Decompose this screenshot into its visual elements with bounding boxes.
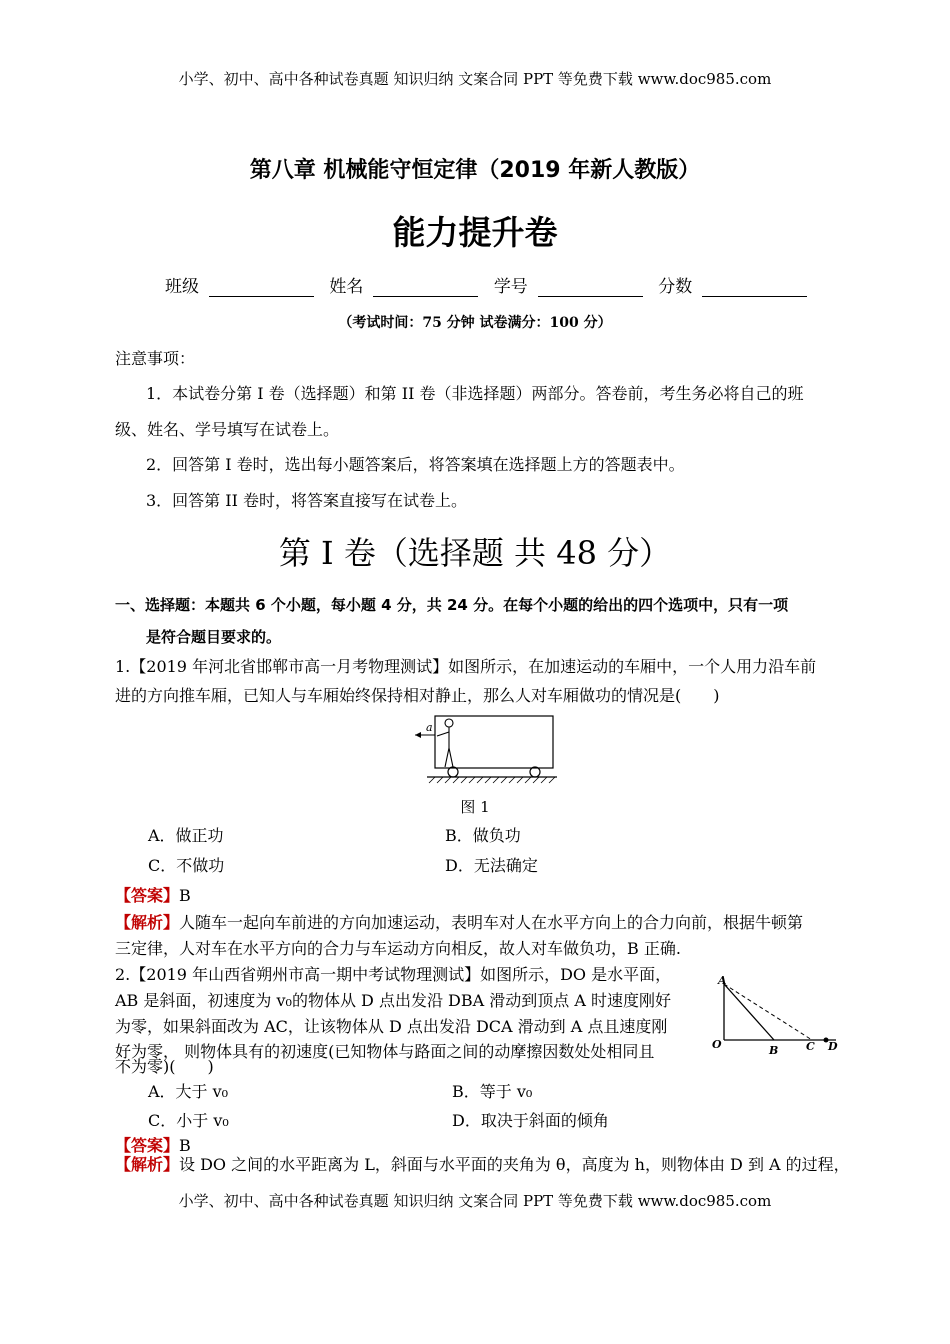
score-blank (702, 280, 807, 297)
name-label: 姓名 (329, 277, 364, 297)
q1-option-b: B．做负功 (445, 826, 521, 845)
page-header: 小学、初中、高中各种试卷真题 知识归纳 文案合同 PPT 等免费下载 www.doc985.com (178, 70, 772, 88)
label-d: D (828, 1040, 838, 1053)
arrow-head-icon (415, 732, 421, 738)
q2-option-c: C．小于 v₀ (148, 1111, 229, 1130)
notice-item-1-line-2: 级、姓名、学号填写在试卷上。 (115, 420, 340, 439)
q2-answer-tag: 【答案】 (115, 1136, 180, 1155)
part-intro-line-1: 一、选择题：本题共 6 个小题，每小题 4 分，共 24 分。在每个小题的给出的四个选项中，只有一项 (115, 596, 789, 614)
student-info-row (165, 272, 817, 297)
q2-analysis-text-1: 设 DO 之间的水平距离为 L，斜面与水平面的夹角为 θ，高度为 h，则物体由 D 到 A 的过程， (179, 1155, 850, 1174)
label-a: A (718, 974, 727, 987)
q1-option-d: D．无法确定 (445, 856, 538, 875)
incline-ab (724, 984, 774, 1040)
notice-item-1-line-1: 1．本试卷分第 I 卷（选择题）和第 II 卷（非选择题）两部分。答卷前，考生务必将自己的班 (146, 384, 804, 403)
q2-line-3: 为零，如果斜面改为 AC，让该物体从 D 点出发沿 DCA 滑动到 A 点且速度刚 (115, 1017, 668, 1036)
q1-option-a: A．做正功 (148, 826, 224, 845)
notice-item-3: 3．回答第 II 卷时，将答案直接写在试卷上。 (146, 491, 467, 510)
q1-line-1: 1.【2019 年河北省邯郸市高一月考物理测试】如图所示，在加速运动的车厢中，一个人用力沿车前 (115, 657, 817, 676)
ground-hatch (429, 777, 555, 783)
q2-line-5: 不为零)( ) (115, 1057, 214, 1076)
q1-figure (405, 708, 565, 790)
label-o: O (712, 1038, 722, 1051)
class-blank (209, 280, 314, 297)
page-title: 能力提升卷 (392, 213, 558, 252)
q1-answer-value: B (179, 886, 191, 905)
q1-option-c: C．不做功 (148, 856, 225, 875)
q2-analysis-line-1 (115, 1152, 850, 1175)
page-footer: 小学、初中、高中各种试卷真题 知识归纳 文案合同 PPT 等免费下载 www.doc985.com (178, 1192, 772, 1210)
q1-answer-tag: 【答案】 (115, 886, 180, 905)
notice-item-2: 2．回答第 I 卷时，选出每小题答案后，将答案填在选择题上方的答题表中。 (146, 455, 685, 474)
person-figure (437, 719, 453, 767)
q2-answer-value: B (179, 1136, 191, 1155)
name-blank (373, 280, 478, 297)
q2-option-d: D．取决于斜面的倾角 (452, 1111, 609, 1130)
q1-analysis-line-1 (115, 910, 803, 933)
chapter-title: 第八章 机械能守恒定律（2019 年新人教版） (249, 158, 701, 183)
q1-answer (115, 883, 191, 906)
id-label: 学号 (493, 277, 528, 297)
q2-figure (708, 972, 846, 1060)
q2-line-1: 2.【2019 年山西省朔州市高一期中考试物理测试】如图所示，DO 是水平面， (115, 965, 672, 984)
q1-analysis-text-1: 人随车一起向车前进的方向加速运动，表明车对人在水平方向上的合力向前，根据牛顿第 (179, 913, 804, 932)
part-intro-line-2: 是符合题目要求的。 (146, 628, 282, 646)
label-c: C (806, 1040, 815, 1053)
notice-title: 注意事项： (115, 349, 196, 368)
label-b: B (769, 1044, 779, 1057)
q1-analysis-tag: 【解析】 (115, 913, 180, 932)
q2-option-b: B．等于 v₀ (452, 1082, 533, 1101)
q1-analysis-line-2: 三定律，人对车在水平方向的合力与车运动方向相反，故人对车做负功，B 正确. (115, 939, 681, 958)
exam-info: （考试时间：75 分钟 试卷满分：100 分） (338, 315, 612, 331)
class-label: 班级 (165, 277, 199, 297)
score-label: 分数 (658, 277, 693, 297)
acceleration-label: a (426, 721, 433, 734)
q2-line-2: AB 是斜面，初速度为 v₀的物体从 D 点出发沿 DBA 滑动到顶点 A 时速度刚好 (115, 991, 671, 1010)
q2-option-a: A．大于 v₀ (148, 1082, 229, 1101)
q2-analysis-tag: 【解析】 (115, 1155, 180, 1174)
q1-figure-caption: 图 1 (460, 798, 490, 816)
id-blank (538, 280, 643, 297)
q2-line-4: 好为零， 则物体具有的初速度(已知物体与路面之间的动摩擦因数处处相同且 (115, 1042, 655, 1061)
incline-ac (724, 984, 812, 1040)
q1-line-2: 进的方向推车厢，已知人与车厢始终保持相对静止，那么人对车厢做功的情况是( ) (115, 686, 720, 705)
section-title: 第 I 卷（选择题 共 48 分） (278, 534, 672, 572)
